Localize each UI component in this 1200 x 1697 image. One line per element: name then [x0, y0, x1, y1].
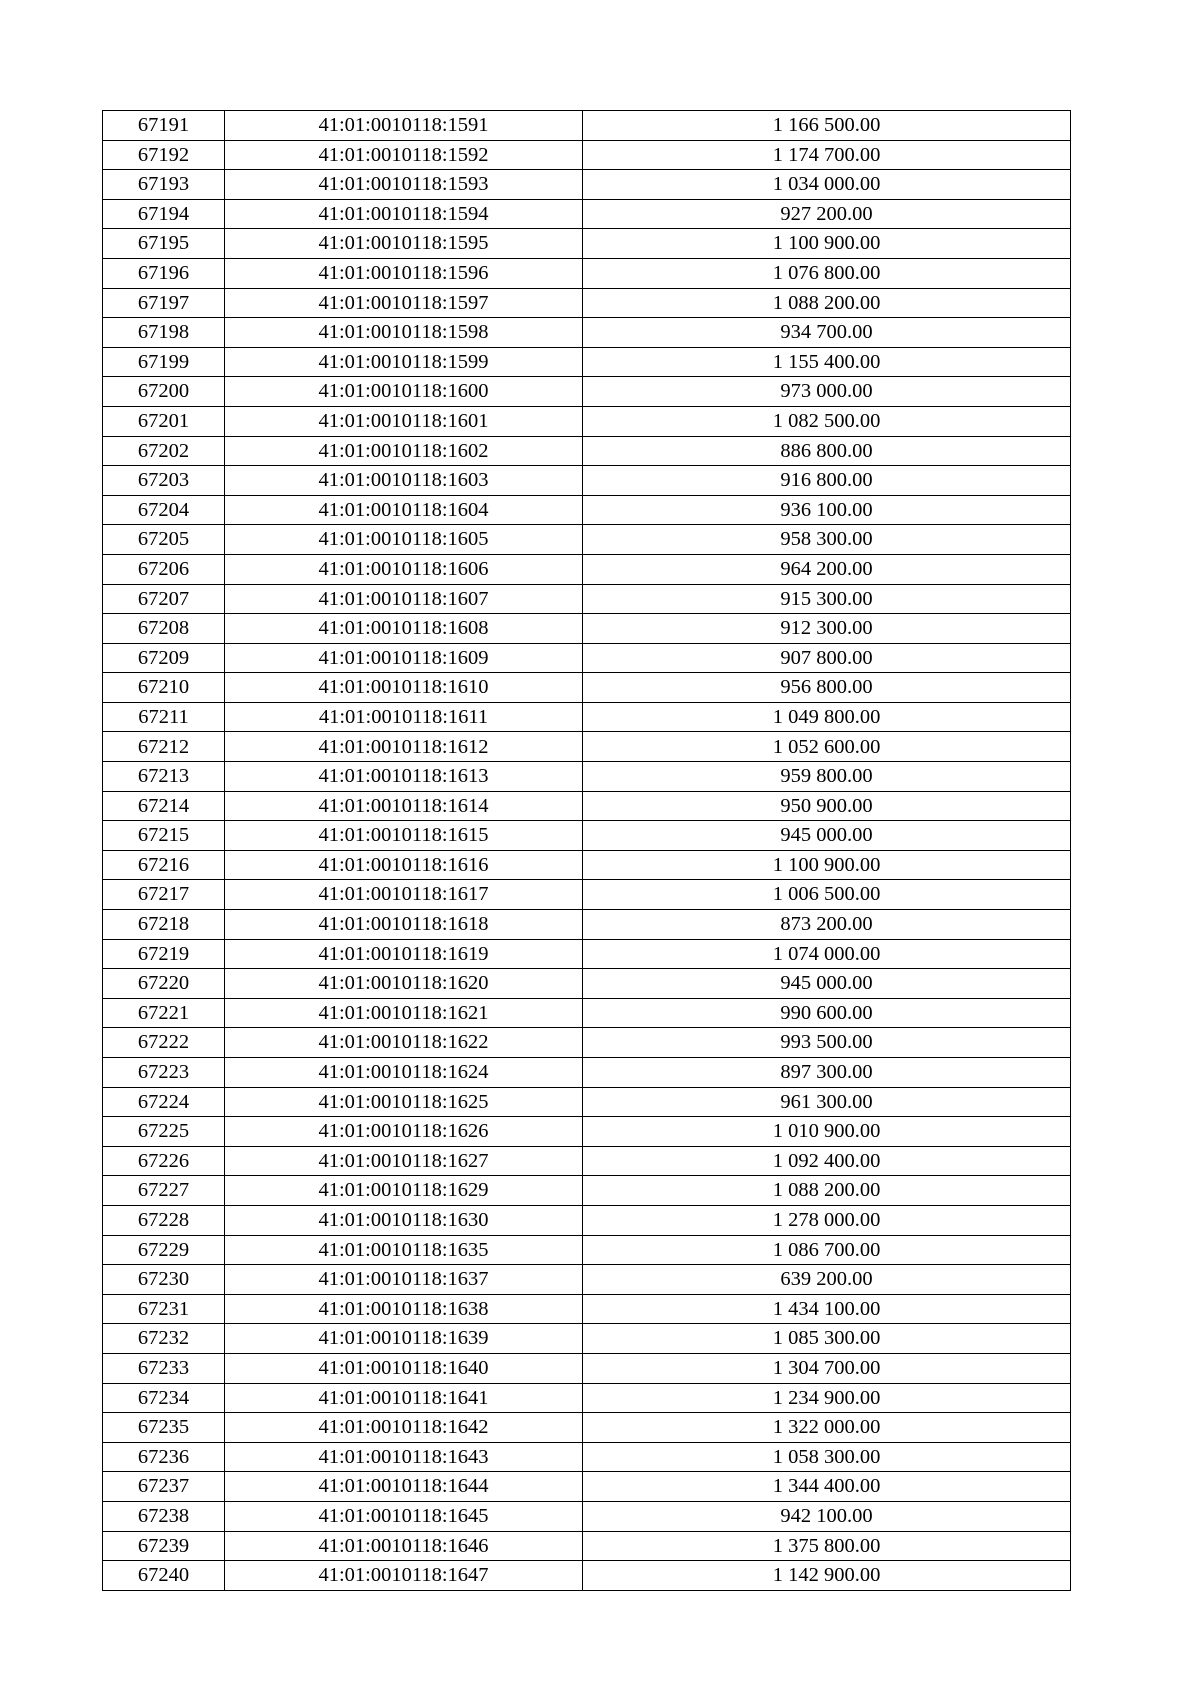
row-number-cell: 67223: [103, 1058, 225, 1088]
row-number-cell: 67236: [103, 1442, 225, 1472]
value-amount-cell: 1 088 200.00: [583, 1176, 1071, 1206]
row-number-cell: 67227: [103, 1176, 225, 1206]
value-amount-cell: 886 800.00: [583, 436, 1071, 466]
row-number-cell: 67216: [103, 850, 225, 880]
table-row: [103, 1294, 1071, 1324]
row-number-cell: 67238: [103, 1501, 225, 1531]
value-amount-cell: 990 600.00: [583, 998, 1071, 1028]
value-amount-cell: 993 500.00: [583, 1028, 1071, 1058]
cadastral-number-cell: 41:01:0010118:1604: [225, 495, 583, 525]
row-number-cell: 67237: [103, 1472, 225, 1502]
cadastral-number-cell: 41:01:0010118:1625: [225, 1087, 583, 1117]
table-row: [103, 1501, 1071, 1531]
cadastral-number-cell: 41:01:0010118:1644: [225, 1472, 583, 1502]
table-row: [103, 229, 1071, 259]
table-row: [103, 525, 1071, 555]
value-amount-cell: 959 800.00: [583, 762, 1071, 792]
row-number-cell: 67202: [103, 436, 225, 466]
table-row: [103, 1028, 1071, 1058]
row-number-cell: 67214: [103, 791, 225, 821]
cadastral-number-cell: 41:01:0010118:1626: [225, 1117, 583, 1147]
value-amount-cell: 1 322 000.00: [583, 1413, 1071, 1443]
row-number-cell: 67207: [103, 584, 225, 614]
row-number-cell: 67235: [103, 1413, 225, 1443]
value-amount-cell: 927 200.00: [583, 199, 1071, 229]
row-number-cell: 67213: [103, 762, 225, 792]
cadastral-number-cell: 41:01:0010118:1613: [225, 762, 583, 792]
table-row: [103, 288, 1071, 318]
table-row: [103, 880, 1071, 910]
value-amount-cell: 1 086 700.00: [583, 1235, 1071, 1265]
row-number-cell: 67231: [103, 1294, 225, 1324]
cadastral-number-cell: 41:01:0010118:1608: [225, 614, 583, 644]
value-amount-cell: 916 800.00: [583, 466, 1071, 496]
value-amount-cell: 1 006 500.00: [583, 880, 1071, 910]
row-number-cell: 67196: [103, 258, 225, 288]
cadastral-number-cell: 41:01:0010118:1595: [225, 229, 583, 259]
table-row: [103, 939, 1071, 969]
table-row: [103, 643, 1071, 673]
cadastral-number-cell: 41:01:0010118:1602: [225, 436, 583, 466]
row-number-cell: 67234: [103, 1383, 225, 1413]
cadastral-number-cell: 41:01:0010118:1617: [225, 880, 583, 910]
row-number-cell: 67225: [103, 1117, 225, 1147]
row-number-cell: 67217: [103, 880, 225, 910]
row-number-cell: 67219: [103, 939, 225, 969]
table-row: [103, 347, 1071, 377]
table-row: [103, 1265, 1071, 1295]
row-number-cell: 67199: [103, 347, 225, 377]
row-number-cell: 67226: [103, 1146, 225, 1176]
table-row: [103, 762, 1071, 792]
row-number-cell: 67240: [103, 1561, 225, 1591]
value-amount-cell: 956 800.00: [583, 673, 1071, 703]
value-amount-cell: 1 085 300.00: [583, 1324, 1071, 1354]
value-amount-cell: 915 300.00: [583, 584, 1071, 614]
table-row: [103, 1058, 1071, 1088]
value-amount-cell: 1 052 600.00: [583, 732, 1071, 762]
row-number-cell: 67221: [103, 998, 225, 1028]
row-number-cell: 67193: [103, 170, 225, 200]
cadastral-number-cell: 41:01:0010118:1616: [225, 850, 583, 880]
table-row: [103, 377, 1071, 407]
row-number-cell: 67230: [103, 1265, 225, 1295]
value-amount-cell: 973 000.00: [583, 377, 1071, 407]
value-amount-cell: 1 049 800.00: [583, 702, 1071, 732]
table-row: [103, 850, 1071, 880]
value-amount-cell: 934 700.00: [583, 318, 1071, 348]
table-row: [103, 1117, 1071, 1147]
table-row: [103, 495, 1071, 525]
table-row: [103, 673, 1071, 703]
cadastral-number-cell: 41:01:0010118:1599: [225, 347, 583, 377]
table-row: [103, 140, 1071, 170]
value-amount-cell: 1 375 800.00: [583, 1531, 1071, 1561]
cadastral-number-cell: 41:01:0010118:1618: [225, 910, 583, 940]
value-amount-cell: 912 300.00: [583, 614, 1071, 644]
cadastral-number-cell: 41:01:0010118:1610: [225, 673, 583, 703]
table-row: [103, 732, 1071, 762]
cadastral-number-cell: 41:01:0010118:1624: [225, 1058, 583, 1088]
row-number-cell: 67203: [103, 466, 225, 496]
value-amount-cell: 1 074 000.00: [583, 939, 1071, 969]
cadastral-number-cell: 41:01:0010118:1641: [225, 1383, 583, 1413]
cadastral-number-cell: 41:01:0010118:1594: [225, 199, 583, 229]
value-amount-cell: 897 300.00: [583, 1058, 1071, 1088]
value-amount-cell: 1 234 900.00: [583, 1383, 1071, 1413]
row-number-cell: 67239: [103, 1531, 225, 1561]
cadastral-number-cell: 41:01:0010118:1640: [225, 1353, 583, 1383]
value-amount-cell: 942 100.00: [583, 1501, 1071, 1531]
row-number-cell: 67198: [103, 318, 225, 348]
row-number-cell: 67208: [103, 614, 225, 644]
row-number-cell: 67192: [103, 140, 225, 170]
row-number-cell: 67211: [103, 702, 225, 732]
value-amount-cell: 1 155 400.00: [583, 347, 1071, 377]
table-row: [103, 614, 1071, 644]
cadastral-number-cell: 41:01:0010118:1615: [225, 821, 583, 851]
row-number-cell: 67204: [103, 495, 225, 525]
table-row: [103, 466, 1071, 496]
table-row: [103, 199, 1071, 229]
row-number-cell: 67233: [103, 1353, 225, 1383]
cadastral-number-cell: 41:01:0010118:1596: [225, 258, 583, 288]
row-number-cell: 67218: [103, 910, 225, 940]
table-row: [103, 406, 1071, 436]
cadastral-number-cell: 41:01:0010118:1647: [225, 1561, 583, 1591]
value-amount-cell: 950 900.00: [583, 791, 1071, 821]
table-body: [103, 111, 1071, 1591]
cadastral-number-cell: 41:01:0010118:1629: [225, 1176, 583, 1206]
cadastral-number-cell: 41:01:0010118:1621: [225, 998, 583, 1028]
table-row: [103, 554, 1071, 584]
table-row: [103, 1353, 1071, 1383]
table-row: [103, 998, 1071, 1028]
cadastral-number-cell: 41:01:0010118:1597: [225, 288, 583, 318]
row-number-cell: 67215: [103, 821, 225, 851]
row-number-cell: 67229: [103, 1235, 225, 1265]
table-row: [103, 1472, 1071, 1502]
row-number-cell: 67220: [103, 969, 225, 999]
row-number-cell: 67200: [103, 377, 225, 407]
row-number-cell: 67210: [103, 673, 225, 703]
value-amount-cell: 945 000.00: [583, 969, 1071, 999]
row-number-cell: 67197: [103, 288, 225, 318]
cadastral-number-cell: 41:01:0010118:1591: [225, 111, 583, 141]
table-row: [103, 821, 1071, 851]
row-number-cell: 67212: [103, 732, 225, 762]
value-amount-cell: 1 166 500.00: [583, 111, 1071, 141]
value-amount-cell: 945 000.00: [583, 821, 1071, 851]
table-row: [103, 791, 1071, 821]
table-row: [103, 969, 1071, 999]
table-row: [103, 1087, 1071, 1117]
value-amount-cell: 1 058 300.00: [583, 1442, 1071, 1472]
row-number-cell: 67228: [103, 1205, 225, 1235]
table-row: [103, 1146, 1071, 1176]
table-row: [103, 258, 1071, 288]
value-amount-cell: 1 174 700.00: [583, 140, 1071, 170]
value-amount-cell: 1 034 000.00: [583, 170, 1071, 200]
value-amount-cell: 964 200.00: [583, 554, 1071, 584]
value-amount-cell: 936 100.00: [583, 495, 1071, 525]
value-amount-cell: 907 800.00: [583, 643, 1071, 673]
table-row: [103, 1442, 1071, 1472]
cadastral-number-cell: 41:01:0010118:1622: [225, 1028, 583, 1058]
cadastral-number-cell: 41:01:0010118:1603: [225, 466, 583, 496]
cadastral-number-cell: 41:01:0010118:1609: [225, 643, 583, 673]
cadastral-number-cell: 41:01:0010118:1637: [225, 1265, 583, 1295]
cadastral-number-cell: 41:01:0010118:1639: [225, 1324, 583, 1354]
cadastral-number-cell: 41:01:0010118:1606: [225, 554, 583, 584]
value-amount-cell: 961 300.00: [583, 1087, 1071, 1117]
cadastral-number-cell: 41:01:0010118:1638: [225, 1294, 583, 1324]
row-number-cell: 67209: [103, 643, 225, 673]
cadastral-number-cell: 41:01:0010118:1605: [225, 525, 583, 555]
cadastral-value-table: [102, 110, 1071, 1591]
table-row: [103, 1531, 1071, 1561]
value-amount-cell: 1 100 900.00: [583, 850, 1071, 880]
cadastral-number-cell: 41:01:0010118:1601: [225, 406, 583, 436]
cadastral-number-cell: 41:01:0010118:1592: [225, 140, 583, 170]
value-amount-cell: 1 304 700.00: [583, 1353, 1071, 1383]
cadastral-number-cell: 41:01:0010118:1635: [225, 1235, 583, 1265]
cadastral-number-cell: 41:01:0010118:1630: [225, 1205, 583, 1235]
row-number-cell: 67224: [103, 1087, 225, 1117]
value-amount-cell: 1 142 900.00: [583, 1561, 1071, 1591]
row-number-cell: 67205: [103, 525, 225, 555]
cadastral-number-cell: 41:01:0010118:1643: [225, 1442, 583, 1472]
table-row: [103, 702, 1071, 732]
table-row: [103, 1235, 1071, 1265]
cadastral-number-cell: 41:01:0010118:1607: [225, 584, 583, 614]
value-amount-cell: 1 278 000.00: [583, 1205, 1071, 1235]
cadastral-number-cell: 41:01:0010118:1619: [225, 939, 583, 969]
row-number-cell: 67201: [103, 406, 225, 436]
value-amount-cell: 1 344 400.00: [583, 1472, 1071, 1502]
table-row: [103, 910, 1071, 940]
row-number-cell: 67191: [103, 111, 225, 141]
cadastral-number-cell: 41:01:0010118:1593: [225, 170, 583, 200]
cadastral-number-cell: 41:01:0010118:1612: [225, 732, 583, 762]
table-row: [103, 170, 1071, 200]
cadastral-number-cell: 41:01:0010118:1600: [225, 377, 583, 407]
value-amount-cell: 1 088 200.00: [583, 288, 1071, 318]
row-number-cell: 67195: [103, 229, 225, 259]
row-number-cell: 67194: [103, 199, 225, 229]
table-row: [103, 318, 1071, 348]
row-number-cell: 67222: [103, 1028, 225, 1058]
cadastral-number-cell: 41:01:0010118:1598: [225, 318, 583, 348]
cadastral-number-cell: 41:01:0010118:1620: [225, 969, 583, 999]
cadastral-number-cell: 41:01:0010118:1645: [225, 1501, 583, 1531]
value-amount-cell: 873 200.00: [583, 910, 1071, 940]
value-amount-cell: 1 082 500.00: [583, 406, 1071, 436]
table-row: [103, 584, 1071, 614]
value-amount-cell: 1 434 100.00: [583, 1294, 1071, 1324]
value-amount-cell: 958 300.00: [583, 525, 1071, 555]
table-row: [103, 1561, 1071, 1591]
value-amount-cell: 1 100 900.00: [583, 229, 1071, 259]
table-row: [103, 1205, 1071, 1235]
row-number-cell: 67206: [103, 554, 225, 584]
cadastral-number-cell: 41:01:0010118:1611: [225, 702, 583, 732]
cadastral-number-cell: 41:01:0010118:1614: [225, 791, 583, 821]
table-row: [103, 1176, 1071, 1206]
row-number-cell: 67232: [103, 1324, 225, 1354]
value-amount-cell: 1 092 400.00: [583, 1146, 1071, 1176]
table-row: [103, 1324, 1071, 1354]
value-amount-cell: 639 200.00: [583, 1265, 1071, 1295]
table-row: [103, 1383, 1071, 1413]
table-row: [103, 111, 1071, 141]
table-row: [103, 436, 1071, 466]
cadastral-number-cell: 41:01:0010118:1627: [225, 1146, 583, 1176]
cadastral-number-cell: 41:01:0010118:1642: [225, 1413, 583, 1443]
value-amount-cell: 1 076 800.00: [583, 258, 1071, 288]
cadastral-number-cell: 41:01:0010118:1646: [225, 1531, 583, 1561]
table-row: [103, 1413, 1071, 1443]
value-amount-cell: 1 010 900.00: [583, 1117, 1071, 1147]
